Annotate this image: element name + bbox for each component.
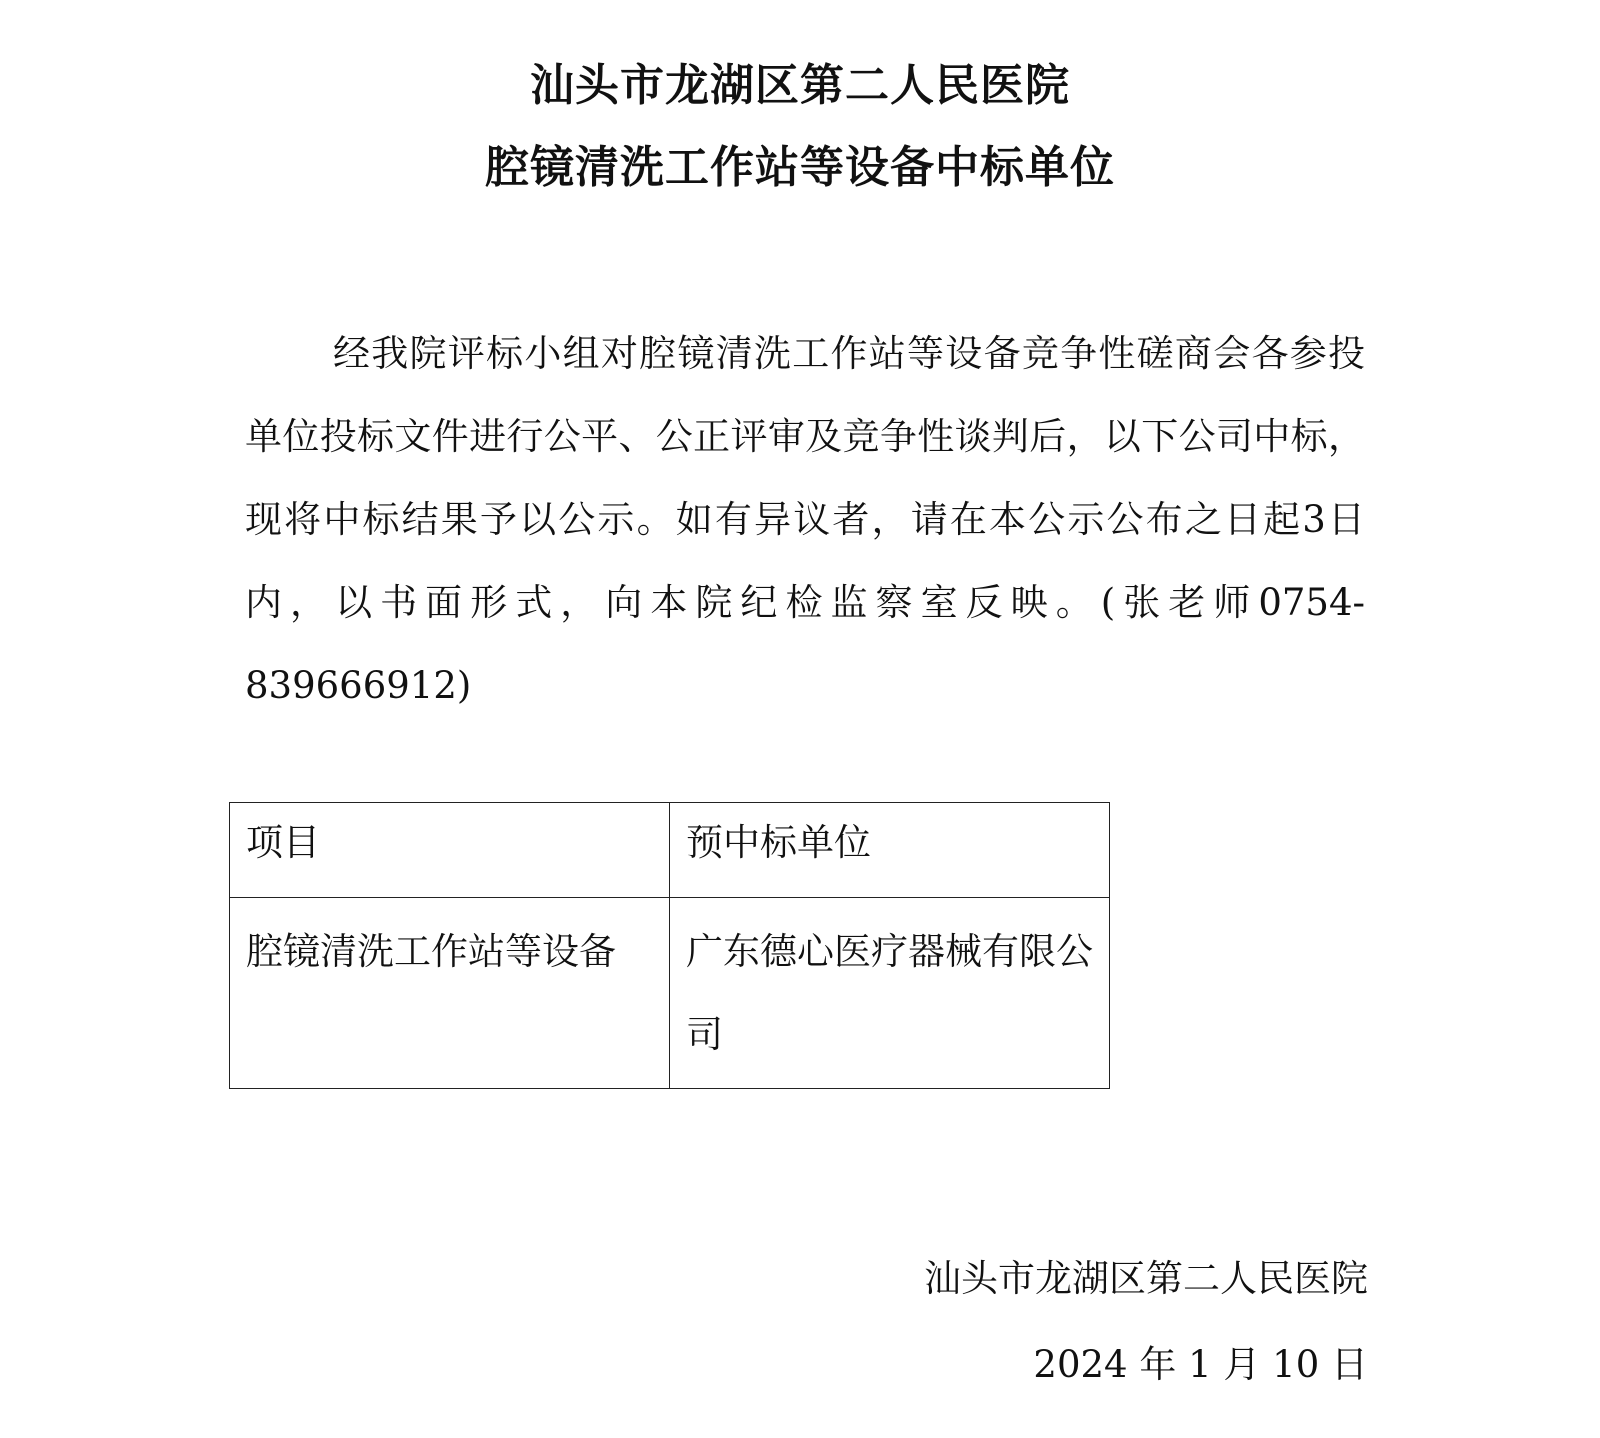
table-row <box>230 898 1110 1089</box>
signature-org: 汕头市龙湖区第二人民医院 <box>924 1257 1368 1300</box>
cell-project: 腔镜清洗工作站等设备 <box>230 898 670 1089</box>
title-subject: 腔镜清洗工作站等设备中标单位 <box>485 142 1115 193</box>
header-winner: 预中标单位 <box>670 803 1110 898</box>
award-table <box>229 802 1110 1089</box>
table-header-row <box>230 803 1110 898</box>
signature-date: 2024 年 1 月 10 日 <box>1033 1343 1368 1386</box>
notice-body: 经我院评标小组对腔镜清洗工作站等设备竞争性磋商会各参投单位投标文件进行公平、公正评审及竞争性谈判后，以下公司中标，现将中标结果予以公示。如有异议者，请在本公示公布之日起3日内，以书面形式，向本院纪检监察室反映。(张老师0754-839666912) <box>245 332 1365 707</box>
cell-winner: 广东德心医疗器械有限公司 <box>670 898 1110 1089</box>
title-hospital: 汕头市龙湖区第二人民医院 <box>530 60 1070 111</box>
header-project: 项目 <box>230 803 670 898</box>
